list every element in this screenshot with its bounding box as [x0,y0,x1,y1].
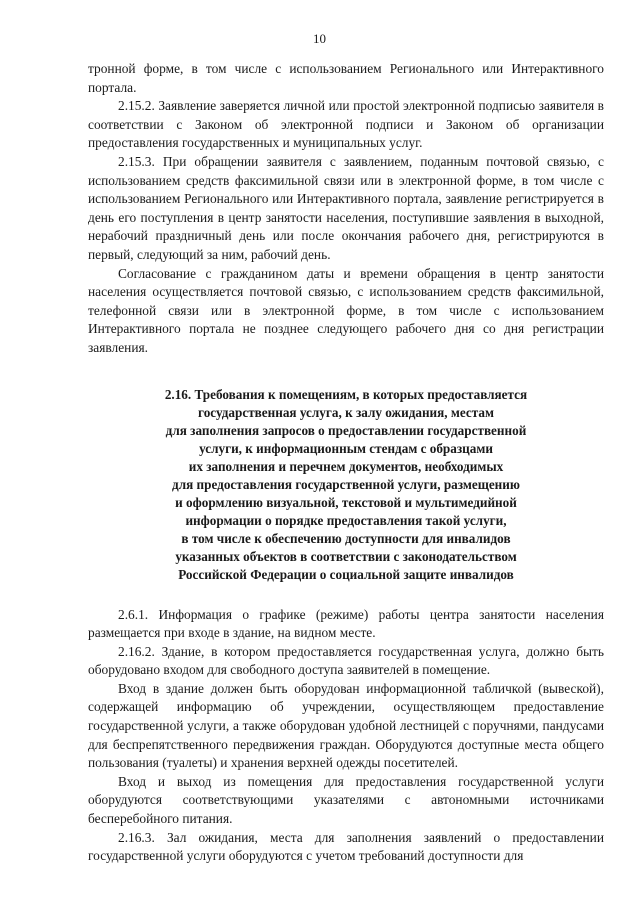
document-body [88,60,604,866]
heading-line: их заполнения и перечнем документов, необходимых [188,458,504,474]
paragraph: Вход и выход из помещения для предоставления государственной услуги оборудуются соответствующими указателями с автономными источниками бесперебойного питания. [88,773,604,827]
page-number: 10 [313,31,326,46]
heading-line: указанных объектов в соответствии с законодательством [175,548,517,564]
paragraph: 2.15.3. При обращении заявителя с заявлением, поданным почтовой связью, с использованием средств факсимильной связи или в электронной форме, в том числе с использованием Регионального или Интерактивного портала, заявление регистрируется в день его поступления в центр занятости населения, поступившие заявления в выходной, нерабочий праздничный день или после окончания рабочего дня, регистрируются в первый, следующий за ним, рабочий день. [88,153,604,262]
paragraph: Согласование с гражданином даты и времени обращения в центр занятости населения осуществляется почтовой связью, с использованием средств факсимильной, телефонной связи или в электронной форме, в том числе с использованием Интерактивного портала не позднее следующего рабочего дня со дня регистрации заявления. [88,265,604,355]
paragraph: 2.15.2. Заявление заверяется личной или простой электронной подписью заявителя в соответствии с Законом об электронной подписи и Законом об организации предоставления государственных и муниципальных услуг. [88,98,604,151]
heading-line: Российской Федерации о социальной защите инвалидов [178,566,514,582]
heading-line: в том числе к обеспечению доступности для инвалидов [181,530,511,546]
top-section [88,60,604,358]
paragraph: 2.16.2. Здание, в котором предоставляется государственная услуга, должно быть оборудовано входом для свободного доступа заявителей в помещение. [88,643,604,678]
paragraph: тронной форме, в том числе с использованием Регионального или Интерактивного портала. [88,61,604,95]
heading-line: и оформлению визуальной, текстовой и мультимедийной [175,494,517,510]
heading-line: услуги, к информационным стендам с образцами [199,440,493,456]
section-heading-2-16 [108,386,584,584]
paragraph: 2.6.1. Информация о графике (режиме) работы центра занятости населения размещается при входе в здание, на видном месте. [88,606,604,641]
heading-line: для заполнения запросов о предоставлении государственной [165,422,527,438]
paragraph: 2.16.3. Зал ожидания, места для заполнения заявлений о предоставлении государственной услуги оборудуются с учетом требований доступности для [88,829,604,864]
heading-line: 2.16. Требования к помещениям, в которых предоставляется [164,386,528,402]
bottom-section [88,606,604,866]
heading-line: информации о порядке предоставления такой услуги, [185,512,507,528]
paragraph: Вход в здание должен быть оборудован информационной табличкой (вывеской), содержащей информацию об учреждении, осуществляющем предоставление государственной услуги, а также оборудован удобной лестницей с поручнями, пандусами для беспрепятственного передвижения граждан. Оборудуются доступные места общего пользования (туалеты) и хранения верхней одежды посетителей. [88,680,604,771]
heading-line: государственная услуга, к залу ожидания, местам [198,404,494,420]
heading-line: для предоставления государственной услуги, размещению [172,476,520,492]
